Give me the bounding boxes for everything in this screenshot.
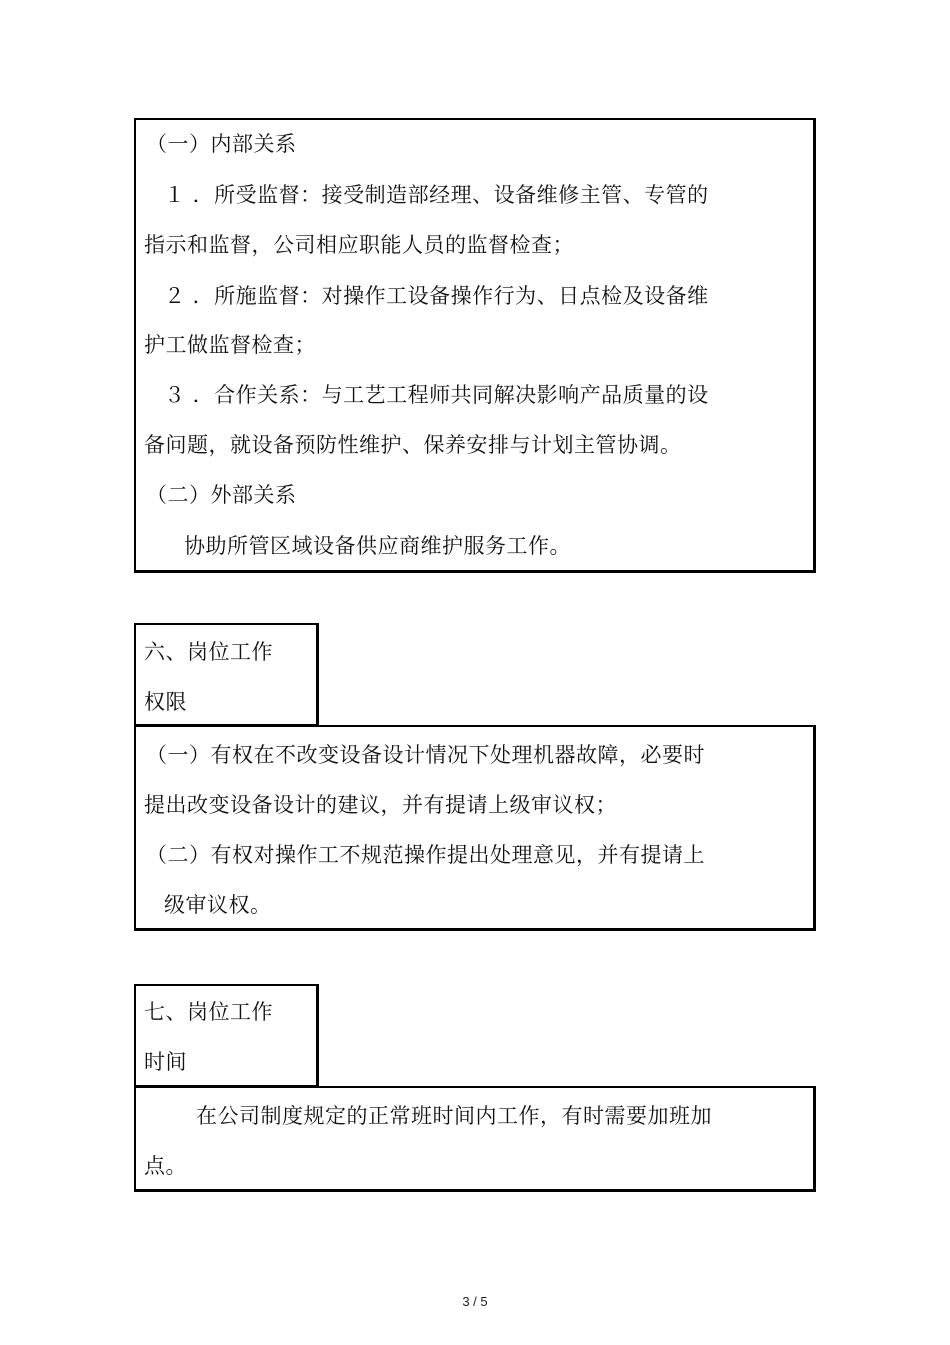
hours-title-line1: 七、岗位工作	[144, 1000, 273, 1024]
authority-item2-line1: （二）有权对操作工不规范操作提出处理意见，并有提请上	[146, 843, 705, 867]
authority-item2-line2: 级审议权。	[164, 893, 272, 917]
hours-text-line2: 点。	[144, 1154, 187, 1178]
authority-item1-line2: 提出改变设备设计的建议，并有提请上级审议权；	[144, 793, 617, 817]
cooperation-line2: 备问题，就设备预防性维护、保养安排与计划主管协调。	[144, 433, 682, 457]
hours-title-line2: 时间	[144, 1050, 187, 1074]
hours-content-box	[134, 1086, 816, 1192]
cooperation-line1: ３ ．合作关系：与工艺工程师共同解决影响产品质量的设	[164, 383, 709, 407]
hours-text-line1: 在公司制度规定的正常班时间内工作，有时需要加班加	[196, 1104, 712, 1128]
external-relations-text: 协助所管区域设备供应商维护服务工作。	[184, 534, 571, 558]
authority-title-line2: 权限	[144, 690, 187, 714]
authority-title-line1: 六、岗位工作	[144, 640, 273, 664]
supervision-given-line2: 护工做监督检查；	[144, 333, 316, 357]
supervision-received-line1: １ ．所受监督：接受制造部经理、设备维修主管、专管的	[164, 183, 709, 207]
supervision-received-line2: 指示和监督，公司相应职能人员的监督检查；	[144, 233, 574, 257]
external-relations-heading: （二）外部关系	[146, 483, 297, 507]
authority-item1-line1: （一）有权在不改变设备设计情况下处理机器故障，必要时	[146, 743, 705, 767]
page-number: 3 / 5	[462, 1294, 488, 1309]
internal-relations-heading: （一）内部关系	[146, 132, 297, 156]
supervision-given-line1: ２ ．所施监督：对操作工设备操作行为、日点检及设备维	[164, 284, 709, 308]
